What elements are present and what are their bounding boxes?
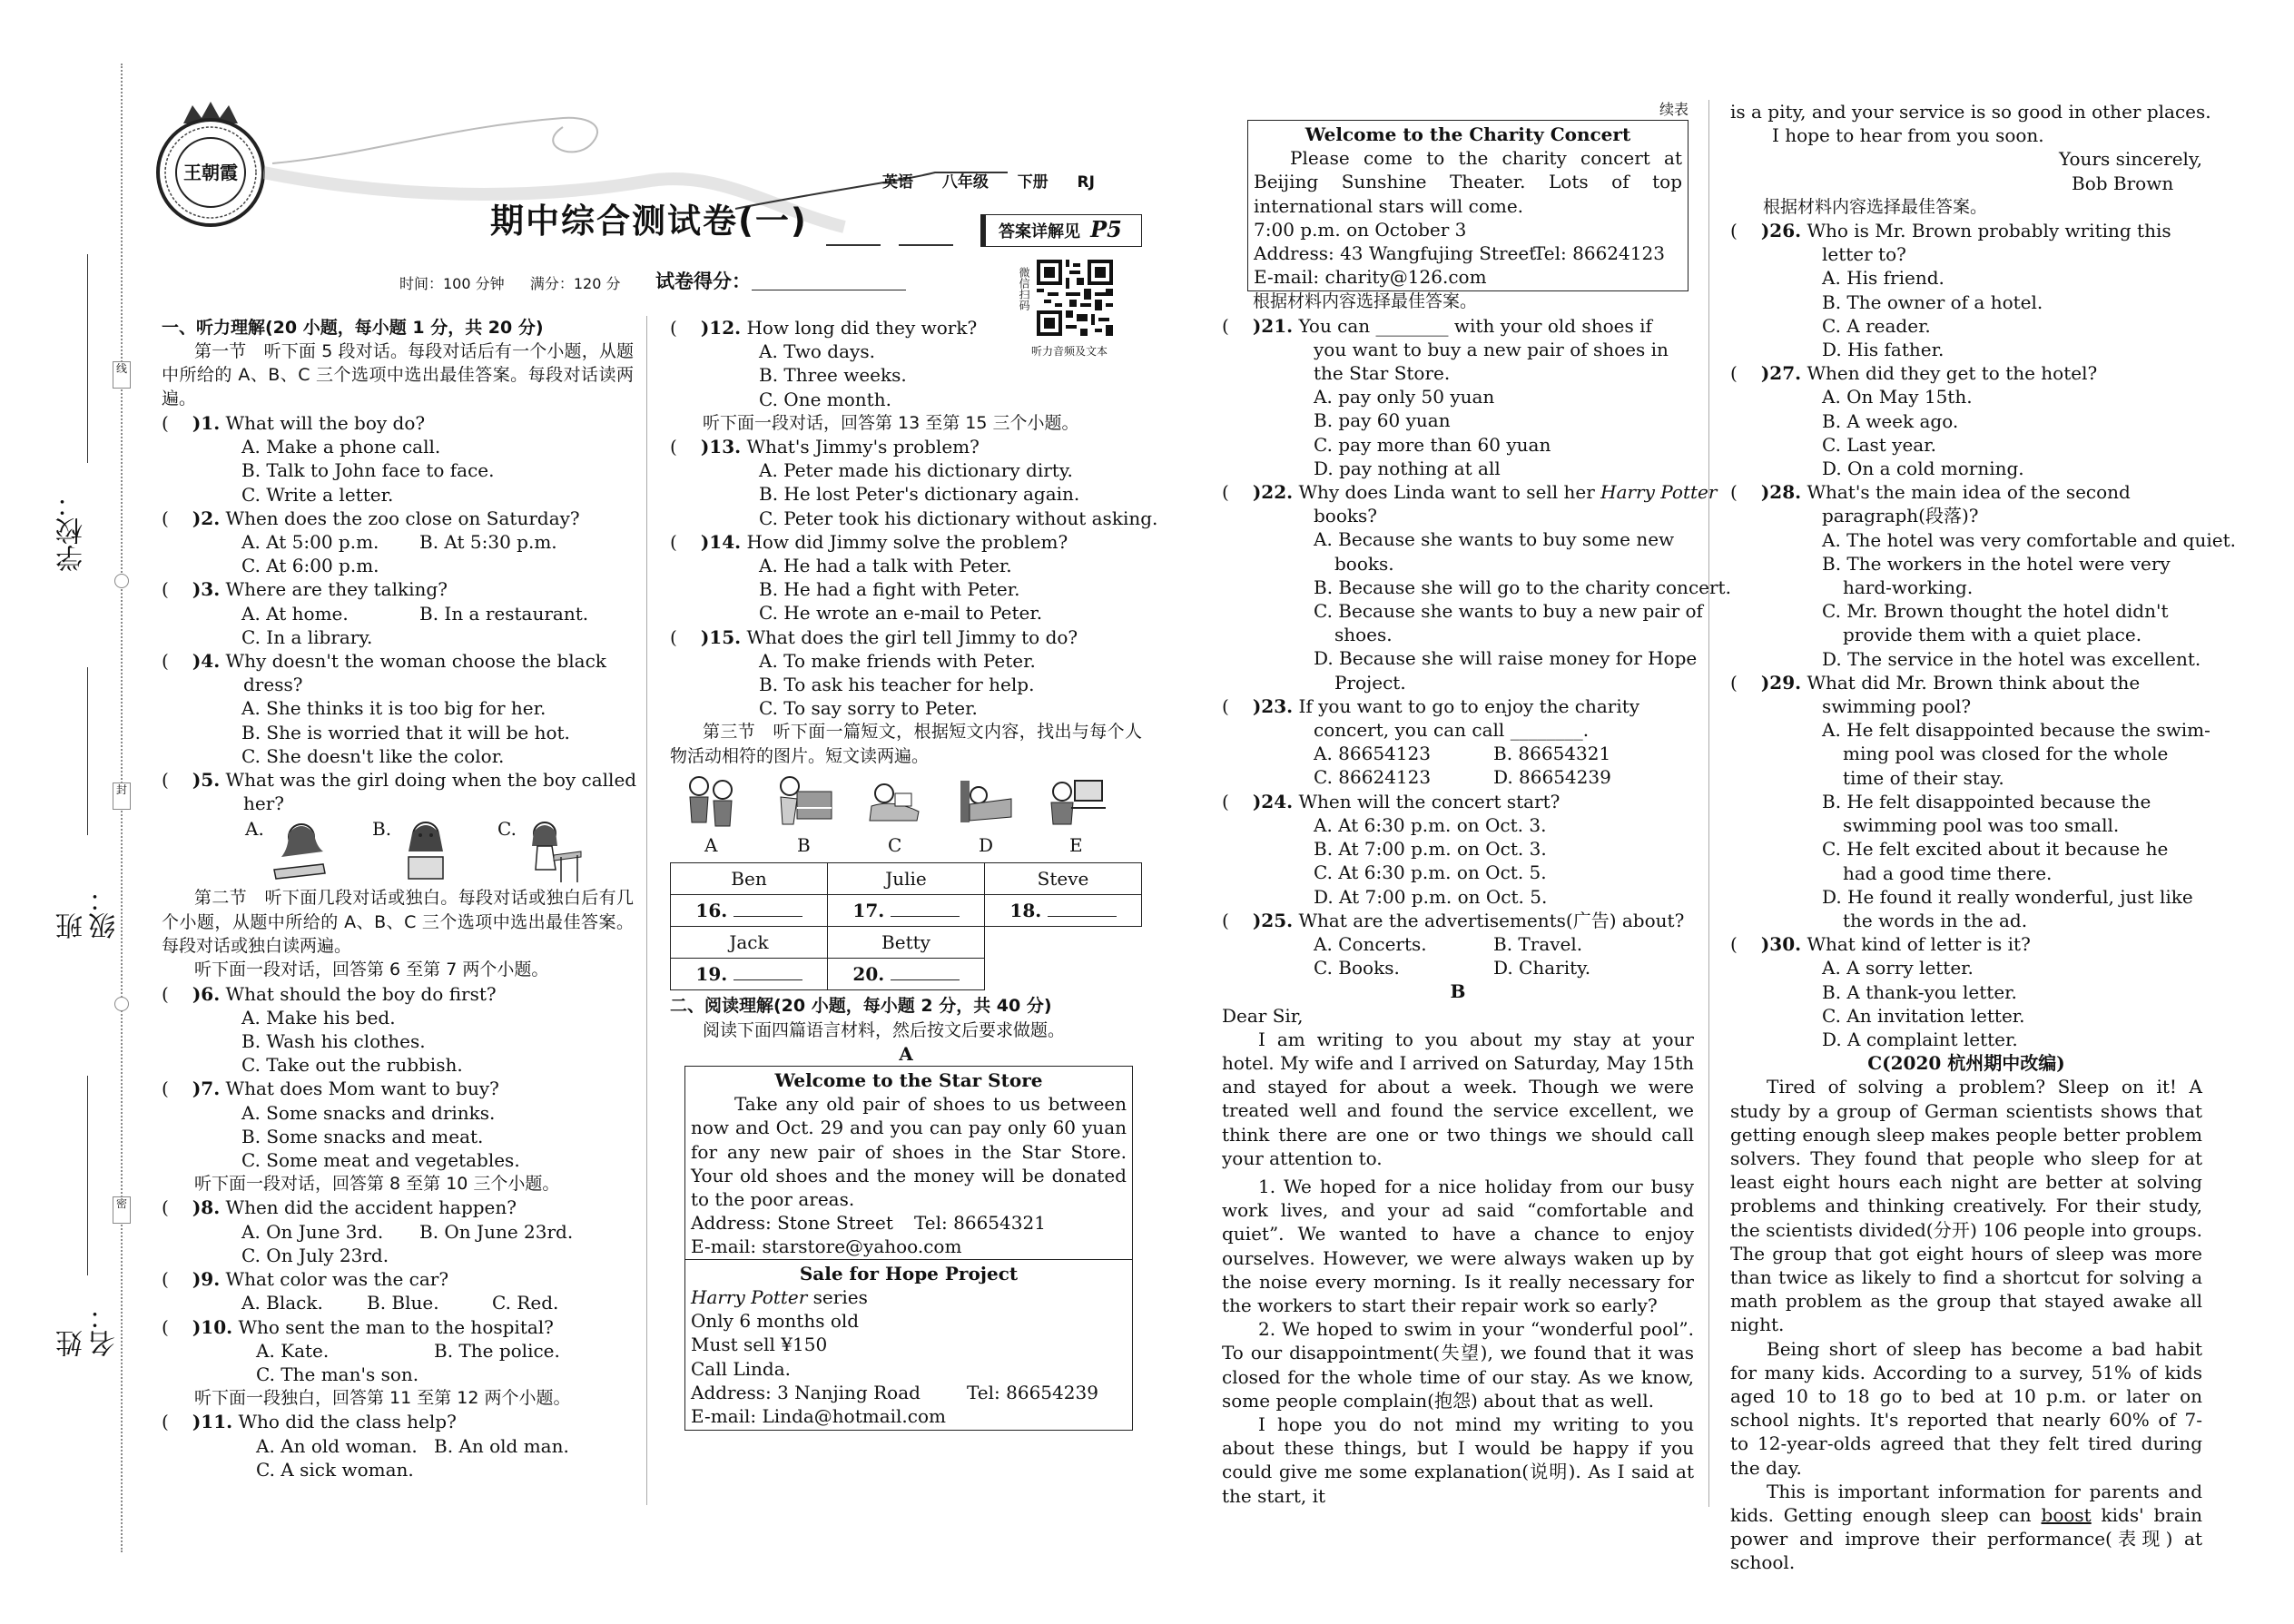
q3-option-a[interactable]: A. At home.	[241, 602, 349, 625]
q12-option-c[interactable]: C. One month.	[759, 388, 891, 410]
q23-number: )23.	[1252, 694, 1294, 717]
question-9: ( )9. What color was the car? A. Black. B. Blue. C. Red.	[162, 1268, 559, 1314]
q24-option-b[interactable]: B. At 7:00 p.m. on Oct. 3.	[1314, 838, 1547, 861]
q9-option-a[interactable]: A. Black.	[241, 1292, 323, 1314]
question-13: ( )13. What's Jimmy's problem? A. Peter made his dictionary dirty. B. He lost Peter's dictionary again. C. Peter took his dictionary without asking.	[670, 436, 1158, 529]
q2-number: )2.	[192, 507, 221, 529]
q11-option-a[interactable]: A. An old woman.	[256, 1434, 418, 1457]
q22-option-b[interactable]: B. Because she will go to the charity concert.	[1314, 576, 1731, 598]
q29-option-b-cont: swimming pool was too small.	[1843, 814, 2120, 837]
q10-option-c[interactable]: C. The man's son.	[256, 1363, 419, 1385]
meta-edition: RJ	[1077, 173, 1095, 192]
q13-stem: What's Jimmy's problem?	[746, 436, 980, 458]
q7-stem: What does Mom want to buy?	[225, 1078, 499, 1100]
answer-cell-16[interactable]: 16.	[671, 895, 828, 927]
name-field[interactable]	[56, 1076, 121, 1357]
passage-a-label: A	[899, 1042, 913, 1065]
hope-project-email: E-mail: Linda@hotmail.com	[691, 1404, 946, 1427]
q25-number: )25.	[1252, 909, 1294, 931]
q24-option-d[interactable]: D. At 7:00 p.m. on Oct. 5.	[1314, 885, 1548, 908]
q4-option-b[interactable]: B. She is worried that it will be hot.	[241, 721, 570, 743]
qr-caption: 听力音频及文本	[1031, 345, 1108, 358]
q11-option-b[interactable]: B. An old man.	[434, 1434, 569, 1457]
q5-option-c[interactable]: C.	[497, 818, 517, 841]
q30-number: )30.	[1760, 933, 1802, 956]
q24-stem: When will the concert start?	[1298, 790, 1561, 812]
q10-number: )10.	[192, 1315, 233, 1338]
q2-option-b[interactable]: B. At 5:30 p.m.	[419, 531, 557, 554]
q22-option-a[interactable]: A. Because she wants to buy some new	[1314, 528, 1675, 551]
q28-stem-line-2: paragraph(段落)?	[1822, 505, 1979, 527]
q27-option-b[interactable]: B. A week ago.	[1822, 409, 1959, 432]
binding-hole	[114, 997, 129, 1011]
q5-number: )5.	[192, 769, 221, 792]
q14-number: )14.	[700, 530, 742, 553]
q28-option-c[interactable]: C. Mr. Brown thought the hotel didn't	[1822, 600, 2169, 623]
q7-number: )7.	[192, 1078, 221, 1100]
question-5: ( )5. What was the girl doing when the boy called her? A. B. C.	[162, 768, 634, 888]
q10-stem: Who sent the man to the hospital?	[238, 1315, 554, 1338]
question-3: ( )3. Where are they talking? A. At home. B. In a restaurant. C. In a library.	[162, 577, 634, 649]
q22-option-a-cont: books.	[1334, 552, 1394, 575]
q12-stem: How long did they work?	[746, 317, 978, 339]
activity-pictures	[670, 768, 1142, 859]
q1-option-a[interactable]: A. Make a phone call.	[241, 436, 441, 458]
letter-paragraph-4: I hope you do not mind my writing to you about these things, but I would be happy if you could give me some explanation(说明). As I said at the start, it	[1222, 1412, 1694, 1507]
q28-option-d[interactable]: D. The service in the hotel was excellent.	[1822, 647, 2201, 670]
time-info	[399, 272, 620, 293]
computer-picture[interactable]	[1044, 772, 1108, 830]
hope-project-age: Only 6 months old	[691, 1310, 860, 1333]
q15-stem: What does the girl tell Jimmy to do?	[746, 625, 1078, 648]
answer-cell-20[interactable]: 20.	[828, 959, 985, 990]
q14-option-c[interactable]: C. He wrote an e-mail to Peter.	[759, 602, 1043, 625]
q8-option-c[interactable]: C. On July 23rd.	[241, 1244, 389, 1266]
q23-option-a[interactable]: A. 86654123	[1314, 743, 1431, 765]
q27-stem: When did they get to the hotel?	[1807, 362, 2098, 385]
binding-hole	[114, 574, 129, 588]
q2-option-a[interactable]: A. At 5:00 p.m.	[241, 531, 379, 554]
q9-number: )9.	[192, 1268, 221, 1291]
matching-answer-table	[670, 862, 1142, 990]
question-4: ( )4. Why doesn't the woman choose the black dress? A. She thinks it is too big for her. B. She is worried that it will be hot. C. She doesn't like the color.	[162, 649, 634, 768]
q9-stem: What color was the car?	[225, 1268, 449, 1291]
page-title: 期中综合测试卷(一)	[490, 202, 808, 241]
charity-address: Address: 43 Wangfujing Street	[1254, 242, 1537, 265]
question-30: ( )30. What kind of letter is it? A. A sorry letter. B. A thank-you letter. C. An invitation letter. D. A complaint letter.	[1730, 932, 2202, 1051]
q26-number: )26.	[1760, 220, 1802, 242]
charity-body: Please come to the charity concert at Beijing Sunshine Theater. Lots of top international stars will come.	[1254, 147, 1682, 217]
question-26: ( )26. Who is Mr. Brown probably writing this letter to? A. His friend. B. The owner of a hotel. C. A reader. D. His father.	[1730, 219, 2202, 361]
q7-option-b[interactable]: B. Some snacks and meat.	[241, 1125, 484, 1147]
q30-option-b[interactable]: B. A thank-you letter.	[1822, 980, 2017, 1003]
section-1-title: 一、听力理解(20 小题，每小题 1 分，共 20 分)	[162, 318, 544, 338]
hope-project-tel: Tel: 86654239	[967, 1381, 1098, 1403]
charity-title: Welcome to the Charity Concert	[1305, 123, 1631, 145]
question-24: ( )24. When will the concert start? A. At 6:30 p.m. on Oct. 3. B. At 7:00 p.m. on Oct. 3. C. At 6:30 p.m. on Oct. 5. D. At 7:00 p.m. on Oct. 5.	[1222, 790, 1694, 909]
q3-number: )3.	[192, 578, 221, 601]
letter-closing-hope: I hope to hear from you soon.	[1772, 124, 2044, 147]
q15-number: )15.	[700, 625, 742, 648]
star-store-body: Take any old pair of shoes to us between now and Oct. 29 and you can pay only 60 yuan for any new pair of shoes in the Star Store. Your old shoes and the money will be donated to the poor areas.	[691, 1093, 1127, 1211]
q21-option-b[interactable]: B. pay 60 yuan	[1314, 409, 1451, 432]
q24-option-a[interactable]: A. At 6:30 p.m. on Oct. 3.	[1314, 813, 1547, 836]
picture-label-d: D	[979, 834, 994, 857]
q22-stem: Why does Linda want to sell her	[1298, 481, 1601, 504]
score-label: 试卷得分：	[655, 271, 751, 292]
q3-stem: Where are they talking?	[225, 578, 448, 601]
q9-option-c[interactable]: C. Red.	[492, 1292, 559, 1314]
table-header-betty: Betty	[828, 927, 985, 959]
q26-option-a[interactable]: A. His friend.	[1822, 267, 1944, 290]
q21-number: )21.	[1252, 314, 1294, 337]
q22-stem-line-2: books?	[1314, 505, 1377, 527]
underlined-word: boost	[2041, 1503, 2092, 1526]
question-27: ( )27. When did they get to the hotel? A. On May 15th. B. A week ago. C. Last year. D. On a cold morning.	[1730, 361, 2202, 480]
part-2-prompt-1: 听下面一段对话，回答第 6 至第 7 两个小题。	[194, 960, 549, 980]
column-4	[1730, 100, 2236, 1575]
part-2-prompt-2: 听下面一段对话，回答第 8 至第 10 三个小题。	[194, 1174, 560, 1195]
q13-option-c[interactable]: C. Peter took his dictionary without asking.	[759, 507, 1158, 529]
hope-project-price: Must sell ¥150	[691, 1334, 828, 1356]
letter-continued: is a pity, and your service is so good in other places.	[1730, 101, 2211, 123]
table-header-steve: Steve	[985, 863, 1142, 895]
hope-project-series: series	[807, 1285, 868, 1308]
q6-option-a[interactable]: A. Make his bed.	[241, 1006, 396, 1029]
q29-option-a[interactable]: A. He felt disappointed because the swim-	[1822, 719, 2210, 742]
q23-option-d[interactable]: D. 86654239	[1493, 766, 1611, 789]
column-divider	[646, 316, 647, 1505]
picture-label-e: E	[1069, 834, 1083, 857]
q15-option-b[interactable]: B. To ask his teacher for help.	[759, 674, 1035, 696]
hope-project-title: Sale for Hope Project	[799, 1262, 1019, 1284]
q29-stem-line-2: swimming pool?	[1822, 695, 1972, 718]
qr-side-text: 微信扫码	[1018, 267, 1030, 310]
q22-option-d[interactable]: D. Because she will raise money for Hope	[1314, 647, 1698, 670]
q22-number: )22.	[1252, 481, 1294, 504]
section-2-instructions: 阅读下面四篇语言材料，然后按文后要求做题。	[703, 1019, 1066, 1040]
q8-option-b[interactable]: B. On June 23rd.	[419, 1220, 574, 1243]
question-29: ( )29. What did Mr. Brown think about the swimming pool? A. He felt disappointed because the swim- ming pool was closed for the whole time of their stay. B. He felt disappointed because the swimming pool was too small. C. He felt excited about it because he had a good time there. D. He found it really wonderful, just like the words in the ad.	[1730, 671, 2210, 931]
q7-option-c[interactable]: C. Some meat and vegetables.	[241, 1149, 520, 1172]
letter-paragraph-3: 2. We hoped to swim in your “wonderful pool”. To our disappointment(失望), we found that it was closed for the whole time of our stay. As we know, some people complain(抱怨) about that as well.	[1222, 1318, 1694, 1412]
star-store-ad	[684, 1066, 1133, 1260]
part-1-instructions: 第一节 听下面 5 段对话。每段对话后有一个小题，从题中所给的 A、B、C 三个选项中选出最佳答案。每段对话读两遍。	[162, 341, 634, 409]
q10-option-a[interactable]: A. Kate.	[256, 1339, 330, 1362]
part-3-instructions: 第三节 听下面一篇短文，根据短文内容，找出与每个人物活动相符的图片。短文读两遍。	[670, 722, 1142, 766]
sleeping-picture[interactable]	[953, 772, 1017, 830]
girl-reading-picture[interactable]	[396, 815, 456, 884]
part-2-prompt-3: 听下面一段独白，回答第 11 至第 12 两个小题。	[194, 1388, 571, 1409]
section-2-title: 二、阅读理解(20 小题，每小题 2 分，共 40 分)	[670, 996, 1052, 1017]
q4-stem: Why doesn't the woman choose the black	[225, 650, 606, 673]
q14-option-a[interactable]: A. He had a talk with Peter.	[759, 555, 1012, 577]
q12-number: )12.	[700, 317, 742, 339]
table-header-jack: Jack	[671, 927, 828, 959]
answer-cell-18[interactable]: 18.	[985, 895, 1142, 927]
q29-option-b[interactable]: B. He felt disappointed because the	[1822, 790, 2151, 812]
seal-marker: 封	[113, 782, 131, 810]
passage-c-label: C(2020 杭州期中改编)	[1867, 1052, 2065, 1075]
q11-number: )11.	[192, 1411, 233, 1433]
q25-option-a[interactable]: A. Concerts.	[1314, 932, 1427, 955]
q5-stem: What was the girl doing when the boy called	[225, 769, 637, 792]
q28-option-b-cont: hard-working.	[1843, 576, 1974, 599]
question-10: ( )10. Who sent the man to the hospital? A. Kate. B. The police. C. The man's son.	[162, 1315, 634, 1387]
picture-label-a: A	[704, 834, 718, 857]
question-21: ( )21. You can ________ with your old shoes if you want to buy a new pair of shoes in the Star Store. A. pay only 50 yuan B. pay 60 yuan C. pay more than 60 yuan D. pay nothing at all	[1222, 314, 1694, 480]
star-store-title: Welcome to the Star Store	[774, 1069, 1043, 1092]
q23-stem-line-2: concert, you can call ________.	[1314, 719, 1590, 742]
charity-concert-ad	[1247, 120, 1689, 291]
q15-option-c[interactable]: C. To say sorry to Peter.	[759, 697, 978, 720]
q22-option-d-cont: Project.	[1334, 671, 1406, 694]
line-marker: 线	[113, 361, 131, 389]
q25-stem: What are the advertisements(广告) about?	[1298, 909, 1685, 931]
q7-option-a[interactable]: A. Some snacks and drinks.	[241, 1101, 496, 1124]
charity-email: E-mail: charity@126.com	[1254, 266, 1487, 289]
q2-option-c[interactable]: C. At 6:00 p.m.	[241, 555, 379, 577]
q25-option-b[interactable]: B. Travel.	[1493, 932, 1583, 955]
piano-picture[interactable]	[772, 772, 835, 830]
question-22: ( )22. Why does Linda want to sell her Harry Potter books? A. Because she wants to buy some new books. B. Because she will go to the charity concert. C. Because she wants to buy a new pair of shoes. D. Because she will raise money for Hope Project.	[1222, 481, 1731, 694]
q6-option-b[interactable]: B. Wash his clothes.	[241, 1030, 426, 1053]
passage-c-paragraph-2: Being short of sleep has become a bad habit for many kids. According to a survey, 51% of kids aged 10 to 18 go to bed at 10 p.m. or later on school nights. It's reported that nearly 60% of 7- to 12-year-olds agreed that they felt tired during the day.	[1730, 1337, 2202, 1479]
q6-option-c[interactable]: C. Take out the rubbish.	[241, 1054, 463, 1077]
question-14: ( )14. How did Jimmy solve the problem? A. He had a talk with Peter. B. He had a fight with Peter. C. He wrote an e-mail to Peter.	[670, 530, 1142, 625]
q6-stem: What should the boy do first?	[225, 982, 497, 1005]
letter-paragraph-2: 1. We hoped for a nice holiday from our busy work lives, and your ad said “comfortable and quiet”. We wanted to have a chance to enjoy ourselves. However, we were always waken up by the noise every morning. Is it really necessary for the workers to start their repair work so early?	[1222, 1175, 1694, 1316]
q8-option-a[interactable]: A. On June 3rd.	[241, 1220, 384, 1243]
q5-option-a[interactable]: A.	[245, 818, 264, 841]
girl-sleeping-picture[interactable]	[269, 815, 329, 881]
q30-option-c[interactable]: C. An invitation letter.	[1822, 1004, 2025, 1027]
q22-option-c-cont: shoes.	[1334, 624, 1393, 646]
q14-option-b[interactable]: B. He had a fight with Peter.	[759, 578, 1020, 601]
q12-option-a[interactable]: A. Two days.	[759, 340, 875, 363]
q21-option-d[interactable]: D. pay nothing at all	[1314, 457, 1501, 479]
q21-stem-line-3: the Star Store.	[1314, 362, 1451, 385]
q29-option-a-cont: ming pool was closed for the whole	[1843, 743, 2169, 765]
q24-option-c[interactable]: C. At 6:30 p.m. on Oct. 5.	[1314, 861, 1547, 884]
picture-label-b: B	[797, 834, 811, 857]
q4-stem-cont: dress?	[243, 674, 303, 696]
table-header-ben: Ben	[671, 863, 828, 895]
passage-c-paragraph-3: This is important information for parents and kids. Getting enough sleep can boost kids' brain power and improve their performance(表现) at school.	[1730, 1480, 2203, 1574]
q1-stem: What will the boy do?	[225, 412, 426, 434]
q8-stem: When did the accident happen?	[225, 1196, 517, 1219]
picture-label-c: C	[888, 834, 902, 857]
hope-project-ad	[684, 1260, 1133, 1431]
q21-stem: You can ________ with your old shoes if	[1298, 314, 1652, 337]
column-2	[670, 316, 1158, 1431]
q21-option-c[interactable]: C. pay more than 60 yuan	[1314, 433, 1551, 456]
class-label: 班级：	[56, 885, 121, 940]
letter-signature: Bob Brown	[2072, 172, 2174, 194]
q29-option-d-cont: the words in the ad.	[1843, 909, 2028, 931]
q27-option-d[interactable]: D. On a cold morning.	[1822, 458, 2024, 480]
question-7: ( )7. What does Mom want to buy? A. Some snacks and drinks. B. Some snacks and meat. C. Some meat and vegetables.	[162, 1077, 634, 1172]
passage-b-instructions: 根据材料内容选择最佳答案。	[1763, 196, 1988, 217]
q4-number: )4.	[192, 650, 221, 673]
q14-stem: How did Jimmy solve the problem?	[746, 530, 1068, 553]
q29-number: )29.	[1760, 671, 1802, 694]
q26-option-d[interactable]: D. His father.	[1822, 339, 1944, 361]
q4-option-a[interactable]: A. She thinks it is too big for her.	[241, 697, 546, 720]
q29-option-c[interactable]: C. He felt excited about it because he	[1822, 838, 2169, 861]
column-divider	[1708, 100, 1709, 1507]
continued-label: 续表	[1659, 101, 1689, 118]
q9-option-b[interactable]: B. Blue.	[367, 1292, 439, 1314]
q13-option-a[interactable]: A. Peter made his dictionary dirty.	[759, 459, 1073, 482]
part-2-instructions: 第二节 听下面几段对话或独白。每段对话或独白后有几个小题，从题中所给的 A、B、C 三个选项中选出最佳答案。每段对话或独白读两遍。	[162, 888, 634, 956]
meta-subject: 英语	[882, 173, 913, 192]
q30-stem: What kind of letter is it?	[1807, 933, 2031, 956]
name-label: 姓名：	[56, 1303, 121, 1357]
q30-option-d[interactable]: D. A complaint letter.	[1822, 1028, 2018, 1050]
q23-stem: If you want to go to enjoy the charity	[1298, 694, 1640, 717]
subject-meta	[882, 169, 1095, 192]
meta-term: 下册	[1017, 173, 1049, 192]
hope-project-book: Harry Potter	[691, 1285, 808, 1308]
star-store-address: Address: Stone Street	[691, 1212, 893, 1235]
column-1	[162, 316, 637, 1481]
q1-option-c[interactable]: C. Write a letter.	[241, 483, 394, 506]
girl-at-desk-picture[interactable]	[521, 815, 585, 884]
q28-number: )28.	[1760, 481, 1802, 504]
meta-grade: 八年级	[941, 173, 989, 192]
school-field[interactable]	[56, 254, 93, 599]
passage-a-instructions: 根据材料内容选择最佳答案。	[1253, 291, 1478, 312]
letter-paragraph-1: I am writing to you about my stay at your hotel. My wife and I arrived on Saturday, May 15th and stayed for about a week. Though we were treated well and found the service excellent, we think there are one or two things we should call your attention to.	[1222, 1028, 1694, 1169]
table-header-julie: Julie	[828, 863, 985, 895]
class-field[interactable]	[56, 667, 121, 940]
q25-option-c[interactable]: C. Books.	[1314, 957, 1400, 979]
q29-stem: What did Mr. Brown think about the	[1807, 671, 2141, 694]
q13-number: )13.	[700, 436, 742, 458]
q5-option-b[interactable]: B.	[372, 818, 392, 841]
q27-option-c[interactable]: C. Last year.	[1822, 433, 1936, 456]
q13-option-b[interactable]: B. He lost Peter's dictionary again.	[759, 483, 1080, 506]
star-store-email: E-mail: starstore@yahoo.com	[691, 1235, 962, 1258]
brand-logo	[147, 98, 274, 234]
question-28: ( )28. What's the main idea of the second paragraph(段落)? A. The hotel was very comfortable and quiet. B. The workers in the hotel were very hard-working. C. Mr. Brown thought the hotel didn't provide them with a quiet place. D. The service in the hotel was excellent.	[1730, 481, 2236, 670]
charity-time: 7:00 p.m. on October 3	[1254, 218, 1467, 241]
q8-number: )8.	[192, 1196, 221, 1219]
q25-option-d[interactable]: D. Charity.	[1493, 957, 1591, 979]
q1-option-b[interactable]: B. Talk to John face to face.	[241, 459, 495, 482]
answer-cell-17[interactable]: 17.	[828, 895, 985, 927]
answer-ref-label: 答案详解见	[999, 222, 1080, 241]
full-score: 满分：120 分	[529, 275, 621, 292]
time-limit: 时间：100 分钟	[399, 275, 505, 292]
q23-option-b[interactable]: B. 86654321	[1493, 743, 1611, 765]
q10-option-b[interactable]: B. The police.	[434, 1339, 560, 1362]
question-23: ( )23. If you want to go to enjoy the charity concert, you can call ________. A. 86654123 B. 86654321 C. 86624123 D. 86654239	[1222, 694, 1694, 790]
q6-number: )6.	[192, 982, 221, 1005]
part-2-prompt-4: 听下面一段对话，回答第 13 至第 15 三个小题。	[703, 412, 1079, 433]
hope-project-contact: Call Linda.	[691, 1357, 792, 1380]
passage-b-label: B	[1450, 980, 1466, 1003]
q27-number: )27.	[1760, 362, 1802, 385]
kids-playing-picture[interactable]	[679, 772, 743, 830]
q11-option-c[interactable]: C. A sick woman.	[256, 1458, 414, 1481]
question-12: ( )12. How long did they work? A. Two days. B. Three weeks. C. One month.	[670, 316, 1142, 411]
q1-number: )1.	[192, 412, 221, 434]
question-11: ( )11. Who did the class help? A. An old woman. B. An old man. C. A sick woman.	[162, 1410, 634, 1481]
q28-stem: What's the main idea of the second	[1807, 481, 2131, 504]
q26-option-c[interactable]: C. A reader.	[1822, 314, 1931, 337]
q29-option-d[interactable]: D. He found it really wonderful, just like	[1822, 885, 2193, 908]
column-3	[1222, 120, 1731, 1508]
q11-stem: Who did the class help?	[238, 1411, 457, 1433]
hope-project-address: Address: 3 Nanjing Road	[691, 1381, 921, 1403]
q21-option-a[interactable]: A. pay only 50 yuan	[1314, 386, 1495, 408]
passage-c-paragraph-1: Tired of solving a problem? Sleep on it! A study by a group of German scientists shows that getting enough sleep makes people better problem solvers. They found that people who sleep for at least eight hours each night are better at solving problems and thinking creatively. For their study, the scientists divided(分开) 106 people into groups. The group that got eight hours of sleep was more than twice as likely to find a shortcut for solving a math problem as the group that stayed awake all night.	[1730, 1076, 2202, 1336]
q24-number: )24.	[1252, 790, 1294, 812]
question-1: ( )1. What will the boy do? A. Make a phone call. B. Talk to John face to face. C. Write a letter.	[162, 411, 634, 507]
q23-option-c[interactable]: C. 86624123	[1314, 766, 1432, 789]
q26-stem: Who is Mr. Brown probably writing this	[1807, 220, 2171, 242]
answer-ref-tag	[980, 214, 1142, 247]
secret-marker: 密	[113, 1196, 131, 1224]
q15-option-a[interactable]: A. To make friends with Peter.	[759, 649, 1036, 672]
q3-option-c[interactable]: C. In a library.	[241, 625, 373, 648]
q26-option-b[interactable]: B. The owner of a hotel.	[1822, 290, 2043, 313]
q28-option-b[interactable]: B. The workers in the hotel were very	[1822, 552, 2171, 575]
q12-option-b[interactable]: B. Three weeks.	[759, 364, 907, 387]
school-label: 学校：	[56, 490, 88, 572]
answer-cell-19[interactable]: 19.	[671, 959, 828, 990]
q22-option-c[interactable]: C. Because she wants to buy a new pair of	[1314, 600, 1703, 623]
question-2: ( )2. When does the zoo close on Saturday? A. At 5:00 p.m. B. At 5:30 p.m. C. At 6:00 p.m.	[162, 507, 634, 578]
question-25: ( )25. What are the advertisements(广告) about? A. Concerts. B. Travel. C. Books. D. Charity.	[1222, 909, 1685, 979]
reading-picture[interactable]	[862, 772, 926, 830]
letter-sign-off: Yours sincerely,	[2059, 148, 2202, 171]
question-8: ( )8. When did the accident happen? A. On June 3rd. B. On June 23rd. C. On July 23rd.	[162, 1196, 634, 1267]
q21-stem-line-2: you want to buy a new pair of shoes in	[1314, 338, 1669, 360]
question-6: ( )6. What should the boy do first? A. Make his bed. B. Wash his clothes. C. Take out the rubbish.	[162, 982, 634, 1078]
q27-option-a[interactable]: A. On May 15th.	[1822, 386, 1973, 408]
q22-stem-title: Harry Potter	[1600, 481, 1718, 504]
q2-stem: When does the zoo close on Saturday?	[225, 507, 580, 529]
q26-stem-line-2: letter to?	[1822, 243, 1906, 266]
star-store-tel: Tel: 86654321	[914, 1212, 1046, 1235]
question-15: ( )15. What does the girl tell Jimmy to do? A. To make friends with Peter. B. To ask his teacher for help. C. To say sorry to Peter.	[670, 625, 1142, 721]
answer-page: P5	[1090, 216, 1122, 242]
charity-tel: Tel: 86624123	[1533, 242, 1665, 265]
q5-stem-cont: her?	[243, 792, 284, 815]
q28-option-c-cont: provide them with a quiet place.	[1843, 624, 2142, 646]
q28-option-a[interactable]: A. The hotel was very comfortable and quiet.	[1822, 528, 2236, 551]
letter-salutation: Dear Sir,	[1222, 1004, 1304, 1027]
q3-option-b[interactable]: B. In a restaurant.	[419, 602, 589, 625]
q4-option-c[interactable]: C. She doesn't like the color.	[241, 744, 505, 767]
q30-option-a[interactable]: A. A sorry letter.	[1822, 957, 1974, 979]
q29-option-c-cont: had a good time there.	[1843, 861, 2053, 884]
logo-text: 王朝霞	[183, 162, 238, 183]
q29-option-a-cont-2: time of their stay.	[1843, 766, 2004, 789]
